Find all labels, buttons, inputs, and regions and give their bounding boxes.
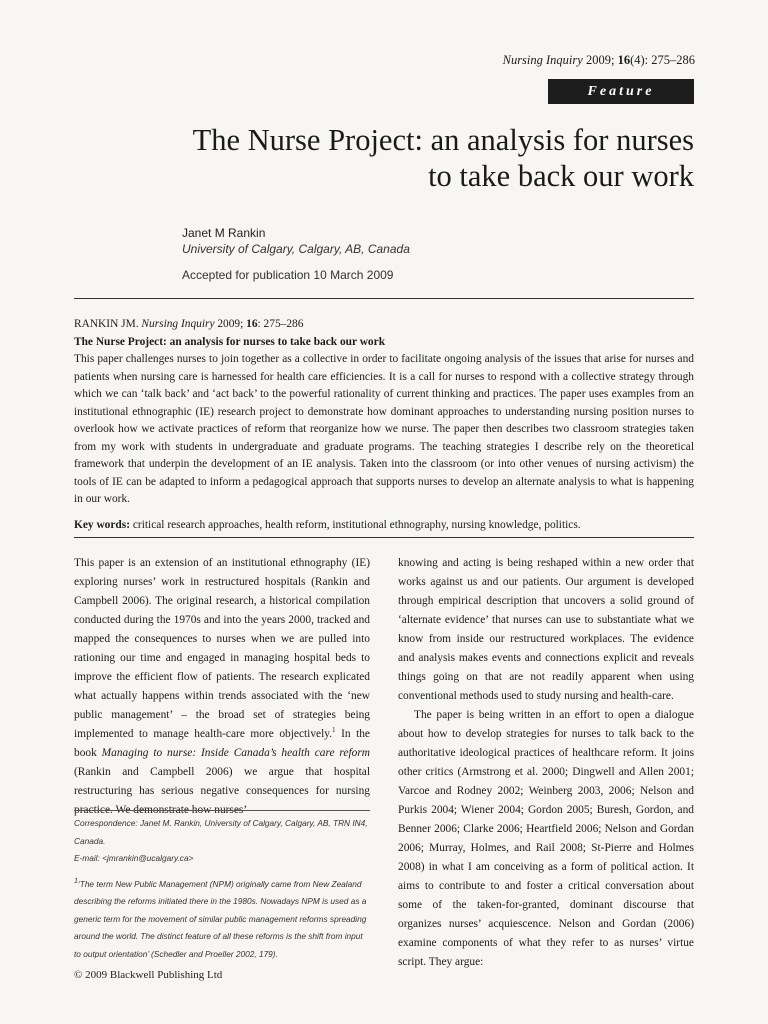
footnote-1: $^1$‘The term New Public Management (NPM) originally came from New Zealand describing the reforms initiated there in the 1980s. Nowadays NPM is used as a generic term for the movement of similar public management reforms spreading around the world. The distinct feature of all these reforms is the shift from input to output orientation’ (Schedler and Proeller 2002, 179). bbox=[74, 877, 367, 959]
abstract-reference: RANKIN JM. Nursing Inquiry 2009; 16: 275–286 bbox=[74, 318, 304, 330]
body-paragraph: The paper is being written in an effort to open a dialogue about how to develop strategies for nurses to talk back to the authoritative ideological practices of healthcare reform. It joins other critics (Armstrong et al. 2000; Dingwell and Allen 2001; Varcoe and Rodney 2002; Weinberg 2003, 2006; Nelson and Purkis 2004; Wiener 2004; Gordon 2005; Buresh, Gordon, and Benner 2006; Clarke 2006; Heartfield 2006; Nelson and Gordan 2006; Murray, Holmes, and Rail 2008; St-Pierre and Holmes 2008) in what I am conceiving as a form of political action. It aims to contribute to and foster a critical conversation about some of the taken-for-granted, dominant discourse that organizes nurses’ acquiescence. Nelson and Gordan (2006) examine components of what they refer to as nurses’ virtue script. They argue: bbox=[398, 709, 694, 968]
correspondence-email: E-mail: <jmrankin@ucalgary.ca> bbox=[74, 853, 194, 863]
body-paragraph: knowing and acting is being reshaped within a new order that works against us and our patients. Our argument is developed through empirical description that uncovers a solid ground of ‘alternate evidence’ that nurses can use to substantiate what we know from inside our restructured workplaces. The evidence and analysis makes events and connections explicit and reveals things going on that are not readily apparent when using conventional methods used to study nursing and health-care. bbox=[398, 557, 694, 702]
footnote-divider bbox=[74, 810, 370, 811]
journal-name: Nursing Inquiry bbox=[502, 53, 583, 67]
journal-citation bbox=[503, 53, 695, 68]
correspondence: Correspondence: Janet M. Rankin, University of Calgary, Calgary, AB, TRN IN4, Canada. bbox=[74, 818, 368, 846]
citation-issue-pages: (4): 275–286 bbox=[630, 53, 695, 67]
body-paragraph: This paper is an extension of an institutional ethnography (IE) exploring nurses’ work in restructured hospitals (Rankin and Campbell 2006). The original research, a historical compilation conducted during the 1970s and into the years 2000, tracked and mapped the consequences to nurses when we are pulled into rationing our time and engaged in managing hospital beds to improve the efficient flow of patients. The research explicated what actually happens within trends associated with the ‘new public management’ – the broad set of strategies being implemented to manage health-care more objectively.$^1$ In the book Managing to nurse: Inside Canada’s health care reform (Rankin and Campbell 2006) we argue that hospital restructuring has serious negative consequences for nursing practice. We demonstrate how nurses’ bbox=[74, 557, 370, 816]
citation-volume: 16 bbox=[617, 53, 631, 67]
divider-top bbox=[74, 298, 694, 299]
body-column-left bbox=[74, 554, 370, 820]
keywords-list: critical research approaches, health reform, institutional ethnography, nursing knowledge, politics. bbox=[130, 518, 581, 531]
accepted-date: Accepted for publication 10 March 2009 bbox=[182, 268, 394, 282]
copyright: © 2009 Blackwell Publishing Ltd bbox=[74, 969, 223, 981]
book-title: Managing to nurse: Inside Canada’s health care reform bbox=[101, 747, 370, 759]
abstract-block bbox=[74, 316, 694, 534]
author-name: Janet M Rankin bbox=[182, 226, 266, 240]
abstract-title: The Nurse Project: an analysis for nurses to take back our work bbox=[74, 335, 386, 348]
article-title: The Nurse Project: an analysis for nurses to take back our work bbox=[192, 123, 694, 193]
citation-year: 2009; bbox=[582, 53, 618, 67]
keywords bbox=[74, 517, 694, 535]
divider-abstract bbox=[74, 537, 694, 538]
body-column-right bbox=[398, 554, 694, 972]
section-label-feature: Feature bbox=[548, 79, 694, 104]
author-affiliation: University of Calgary, Calgary, AB, Canada bbox=[182, 242, 410, 256]
footnote-ref[interactable]: 1 bbox=[332, 726, 336, 735]
abstract-body: This paper challenges nurses to join together as a collective in order to facilitate ongoing analysis of the issues that arise for nurses and patients when nursing care is harnessed for health care efficiencies. It is a call for nurses to respond with a collective strategy through which we can ‘talk back’ and ‘act back’ to the powerful rationality of current thinking and practices. The paper uses examples from an institutional ethnographic (IE) research project to demonstrate how dominant approaches to understanding nursing position nurses to overlook how we activate practices of reform that reorganize how we nurse. The paper then describes two classroom strategies taken from my work with students in undergraduate and graduate programs. The teaching strategies I describe rely on the theoretical framework that underpin the development of an IE analysis. Taken into the classroom (or into other venues of nursing activism) the tools of IE can be adapted to inform a pedagogical approach that supports nurses to develop an alternate analysis to what is happening in our work. bbox=[74, 353, 694, 505]
footnotes bbox=[74, 815, 370, 963]
keywords-label: Key words: bbox=[74, 518, 130, 531]
